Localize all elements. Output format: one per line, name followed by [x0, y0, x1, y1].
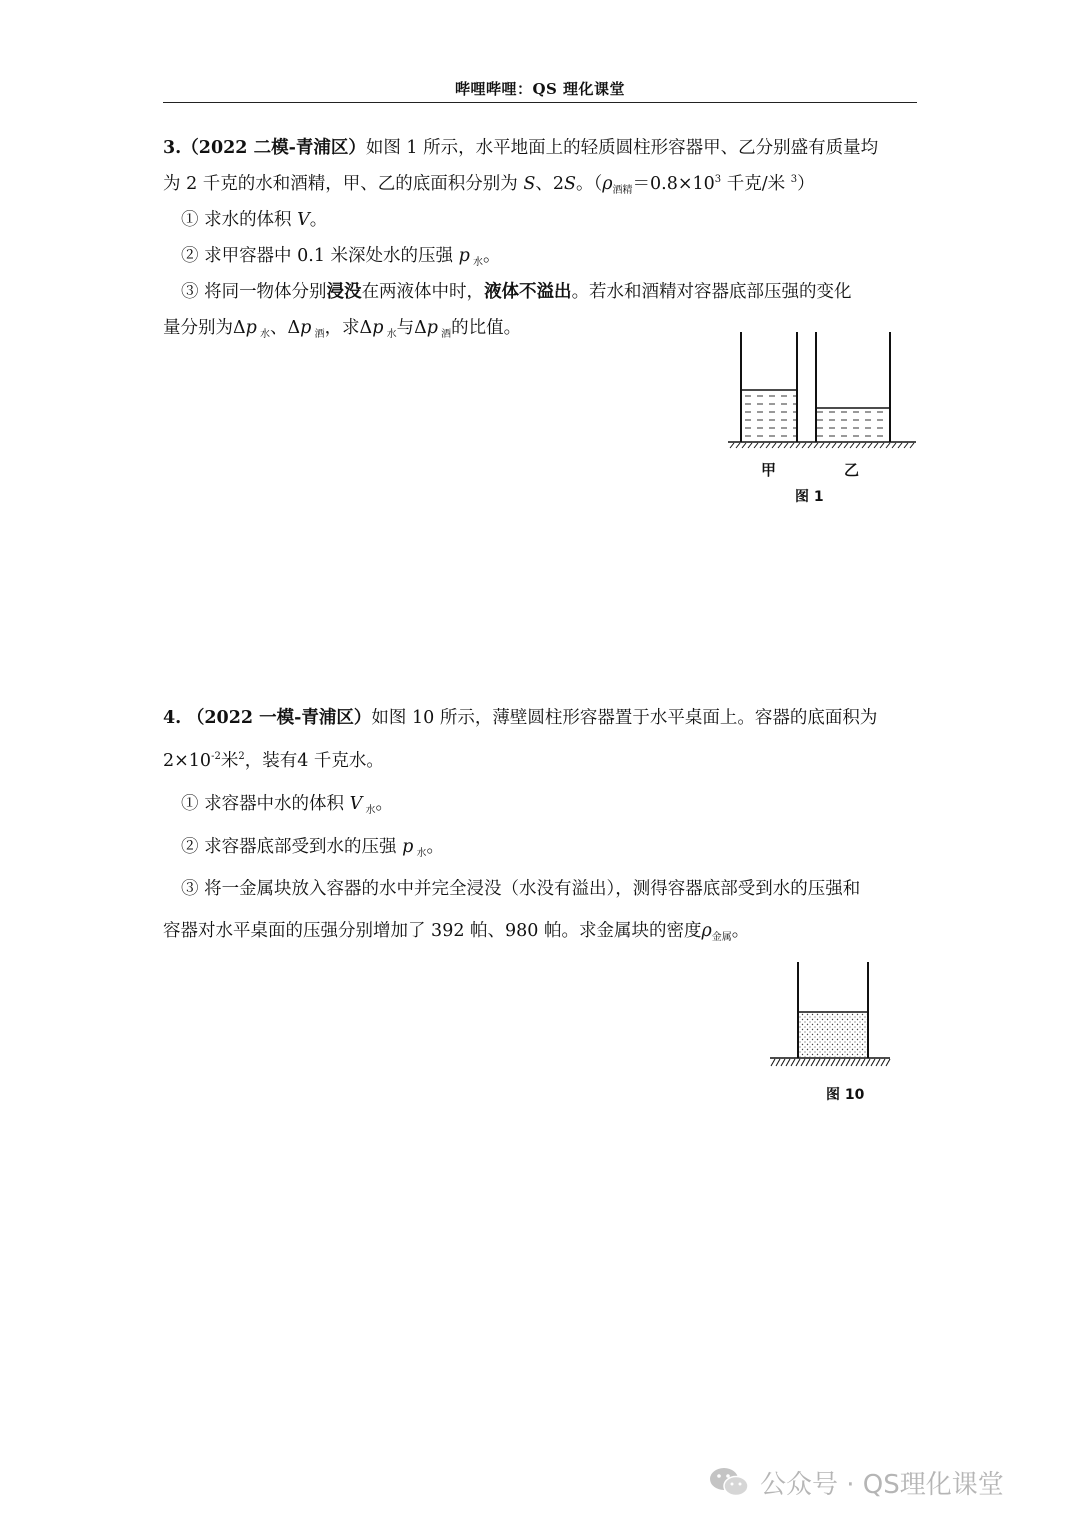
- q4-text: 。: [375, 794, 393, 814]
- q3-line-1: [163, 136, 878, 160]
- q4-item-1: [181, 792, 393, 819]
- wechat-icon: [708, 1465, 750, 1499]
- q3-text: ＝0.8×10: [632, 174, 715, 194]
- page-header: 哔哩哔哩：QS 理化课堂: [454, 80, 626, 98]
- q3-symbol-s: S: [563, 174, 576, 194]
- q3-item-2: [181, 244, 500, 271]
- q3-symbol-s: S: [523, 174, 536, 194]
- q3-text: 的比值。: [451, 318, 522, 338]
- q4-text: ② 求容器底部受到水的压强: [181, 837, 403, 857]
- figure-1-label-jia: 甲: [761, 461, 777, 479]
- q4-rho-sub: 金属: [711, 932, 732, 943]
- q3-line-2: [163, 172, 815, 199]
- q4-text: ① 求容器中水的体积: [181, 794, 350, 814]
- q4-line-1: [163, 706, 877, 730]
- q3-text: 为 2 千克的水和酒精，甲、乙的底面积分别为: [163, 174, 524, 194]
- q3-text: ① 求水的体积: [181, 210, 298, 230]
- q3-sub: 水: [383, 329, 397, 340]
- watermark-text: 公众号 · QS理化课堂: [760, 1469, 1004, 1500]
- q3-text: ② 求甲容器中 0.1 米深处水的压强: [181, 246, 459, 266]
- q3-symbol-p: p: [245, 318, 257, 338]
- q3-sub: 水: [469, 257, 483, 268]
- q4-item-2: [181, 835, 444, 862]
- table-hatching: [770, 1058, 890, 1066]
- figure-1-caption: 图 1: [795, 489, 824, 505]
- container-water: [798, 962, 868, 1058]
- q3-text: 在两液体中时，: [361, 282, 485, 302]
- q3-emphasis: 浸没: [326, 282, 362, 302]
- header-rule: [163, 102, 917, 103]
- q4-text: 容器对水平桌面的压强分别增加了 392 帕、980 帕。求金属块的密度: [163, 921, 702, 941]
- q3-item-1: [181, 208, 327, 232]
- q4-text: 米: [220, 751, 239, 771]
- q4-sub: 水: [413, 848, 427, 859]
- q4-line-2: [163, 749, 384, 776]
- q4-exponent: 2: [238, 751, 245, 762]
- q4-exponent: -2: [211, 751, 221, 762]
- q3-symbol-p: p: [372, 318, 384, 338]
- q4-source: （2022 一模-青浦区）: [186, 708, 372, 728]
- q4-text: 2×10: [163, 751, 212, 771]
- q4-symbol-p: p: [402, 837, 414, 857]
- watermark: [708, 1462, 1004, 1502]
- q3-text: 。: [309, 210, 328, 230]
- figure-10-caption: 图 10: [826, 1087, 865, 1103]
- q3-symbol-p: p: [300, 318, 312, 338]
- q3-rho-sub: 酒精: [612, 185, 633, 196]
- q3-text: 与Δ: [396, 318, 427, 338]
- figure-1-label-yi: 乙: [844, 461, 860, 479]
- q3-text: 、Δ: [270, 318, 301, 338]
- q3-exponent: 3: [790, 174, 798, 185]
- q3-text: 。: [482, 246, 501, 266]
- q3-text: 如图 1 所示，水平地面上的轻质圆柱形容器甲、乙分别盛有质量均: [365, 138, 879, 158]
- q3-text: ③ 将同一物体分别: [181, 282, 327, 302]
- q3-source: （2022 二模-青浦区）: [181, 138, 366, 158]
- q3-text: 。（: [575, 174, 603, 194]
- q3-exponent: 3: [714, 174, 722, 185]
- figure-10-diagram: [766, 958, 896, 1072]
- q3-rho: ρ: [602, 174, 613, 194]
- q4-sub: 水: [362, 805, 376, 816]
- figure-1-diagram: [720, 328, 920, 450]
- container-yi: [816, 332, 890, 442]
- q3-item-3: [181, 280, 852, 304]
- q3-emphasis: 液体不溢出: [484, 282, 572, 302]
- q3-text: 量分别为Δ: [163, 318, 246, 338]
- q3-symbol-p: p: [458, 246, 470, 266]
- q3-text: ，求Δ: [324, 318, 373, 338]
- ground-hatching: [728, 442, 916, 448]
- q4-line-6: [163, 919, 749, 946]
- q3-number: 3.: [163, 138, 182, 158]
- q4-item-3: ③ 将一金属块放入容器的水中并完全浸没（水没有溢出），测得容器底部受到水的压强和: [181, 879, 861, 899]
- q4-rho: ρ: [701, 921, 712, 941]
- q3-symbol-v: V: [297, 210, 310, 230]
- q3-sub: 酒: [311, 329, 325, 340]
- q3-sub: 水: [256, 329, 271, 340]
- q4-text: ，装有4 千克水。: [244, 751, 384, 771]
- q4-text: 。: [731, 921, 750, 941]
- q3-text: 千克/米: [721, 174, 791, 194]
- q4-text: 如图 10 所示，薄壁圆柱形容器置于水平桌面上。容器的底面积为: [371, 708, 878, 728]
- q4-number: 4.: [163, 708, 182, 728]
- container-jia: [741, 332, 797, 442]
- q3-symbol-p: p: [426, 318, 438, 338]
- q4-text: 。: [426, 837, 445, 857]
- q3-text: ）: [797, 174, 815, 194]
- q4-symbol-v: V: [349, 794, 363, 814]
- q3-text: 。若水和酒精对容器底部压强的变化: [571, 282, 852, 302]
- q3-text: 、2: [535, 174, 564, 194]
- q3-sub: 酒: [437, 329, 452, 340]
- q3-line-6: [163, 316, 521, 343]
